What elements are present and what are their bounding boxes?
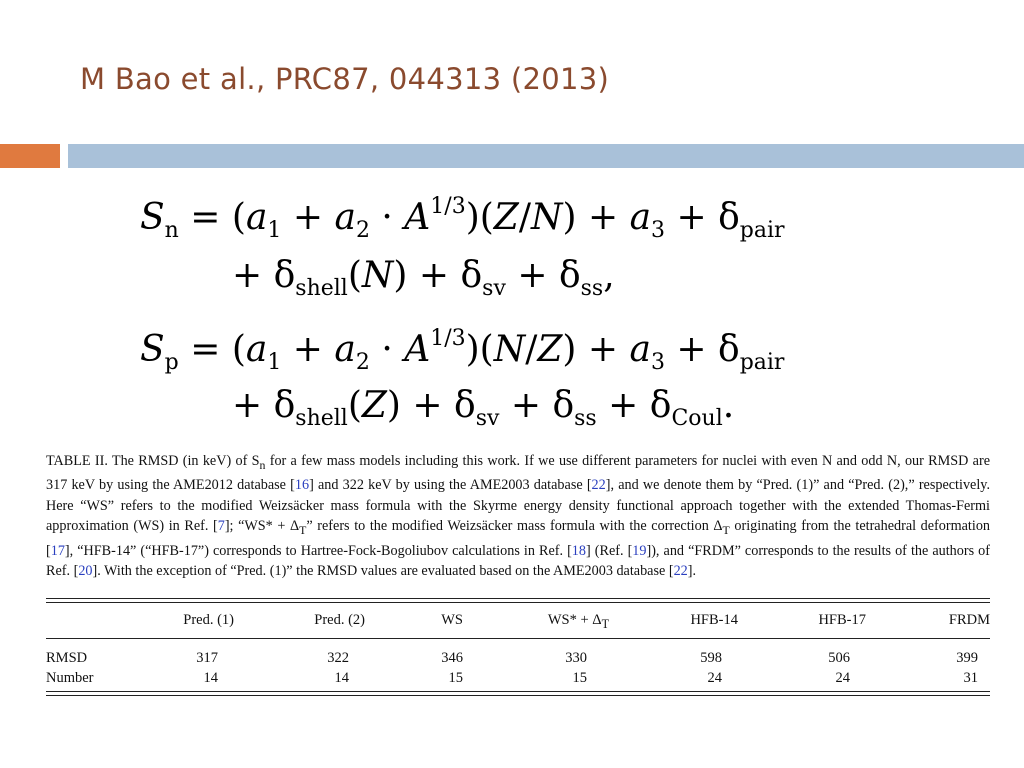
equation-sp-line1: $S_p = (a_1 + a_2 \cdot A^{1/3})(N/Z) + a_3 + \delta_{pair}$ xyxy=(140,326,785,375)
table-header-cell: Pred. (1) xyxy=(183,612,234,628)
table-row xyxy=(46,648,990,668)
accent-bar-orange xyxy=(0,144,60,168)
table-cell: 15 xyxy=(572,669,587,686)
table-bottom-rule xyxy=(46,695,990,696)
table-header-cell: FRDM xyxy=(948,612,990,628)
table-cell: 346 xyxy=(441,649,463,666)
table-header-cell: WS xyxy=(441,612,463,628)
equation-sn-line1: $S_n = (a_1 + a_2 \cdot A^{1/3})(Z/N) + a_3 + \delta_{pair}$ xyxy=(140,194,785,243)
table-cell: 14 xyxy=(203,669,218,686)
table-header-cell: HFB-17 xyxy=(818,612,866,628)
equation-sp-line2: + $\delta_{shell}(Z) + \delta_{sv} + \delta_{ss} + \delta_{Coul}$. xyxy=(232,385,735,431)
table-cell: 31 xyxy=(963,669,978,686)
ref-link[interactable]: 22 xyxy=(673,563,688,580)
table-top-rule xyxy=(46,602,990,603)
ref-link[interactable]: 20 xyxy=(78,563,93,580)
slide-title: M Bao et al., PRC87, 044313 (2013) xyxy=(80,62,610,96)
table-header-cell: HFB-14 xyxy=(690,612,738,628)
ref-link[interactable]: 19 xyxy=(632,542,647,559)
ref-link[interactable]: 17 xyxy=(50,542,65,559)
table-cell: 598 xyxy=(700,649,722,666)
table-cell: 15 xyxy=(448,669,463,686)
ref-link[interactable]: 7 xyxy=(217,518,225,535)
equation-sn-line2: + $\delta_{shell}(N) + \delta_{sv} + \delta_{ss}$, xyxy=(232,255,615,301)
table-cell: 24 xyxy=(707,669,722,686)
table-caption: TABLE II. The RMSD (in keV) of $S_n$ for a few mass models including this work. If we use different parameters for nuclei with even N and odd N, our RMSD are 317 keV by using the AME2012 database [16] and 322 keV by using the AME2003 database [22], and we denote them by “Pred. (1)” and “Pred. (2),” respectively. Here “WS” refers to the modified Weizsäcker mass formula with the Skyrme energy density functional approach together with the extended Thomas-Fermi approximation (WS) in Ref. [7]; “$WS* + \Delta_T$” refers to the modified Weizsäcker mass formula with the correction $\Delta_T$ originating from the tetrahedral deformation [17], “HFB-14” (“HFB-17”) corresponds to Hartree-Fock-Bogoliubov calculations in Ref. [18] (Ref. [19]), and “FRDM” corresponds to the results of the authors of Ref. [20]. With the exception of “Pred. (1)” the RMSD values are evaluated based on the AME2003 database [22]. xyxy=(46,453,991,580)
table-cell: 506 xyxy=(828,649,850,666)
table-header-cell: Pred. (2) xyxy=(314,612,365,628)
table-cell: 14 xyxy=(334,669,349,686)
table-header-cell: $WS* + \Delta_T$ xyxy=(547,612,609,631)
table-cell: 322 xyxy=(327,649,349,666)
row-label: Number xyxy=(46,669,94,686)
table-cell: 399 xyxy=(956,649,978,666)
table-row xyxy=(46,668,990,688)
table-header-row xyxy=(46,612,990,634)
ref-link[interactable]: 22 xyxy=(591,477,606,494)
table-cell: 317 xyxy=(196,649,218,666)
table-bottom-rule xyxy=(46,691,990,692)
ref-link[interactable]: 16 xyxy=(294,477,310,494)
table-cell: 24 xyxy=(835,669,850,686)
table-cell: 330 xyxy=(565,649,587,666)
rmsd-table xyxy=(46,612,990,688)
ref-link[interactable]: 18 xyxy=(571,542,586,559)
row-label: RMSD xyxy=(46,649,88,666)
table-top-rule xyxy=(46,598,990,599)
accent-bar-blue xyxy=(68,144,1024,168)
table-header-cell xyxy=(46,612,156,634)
